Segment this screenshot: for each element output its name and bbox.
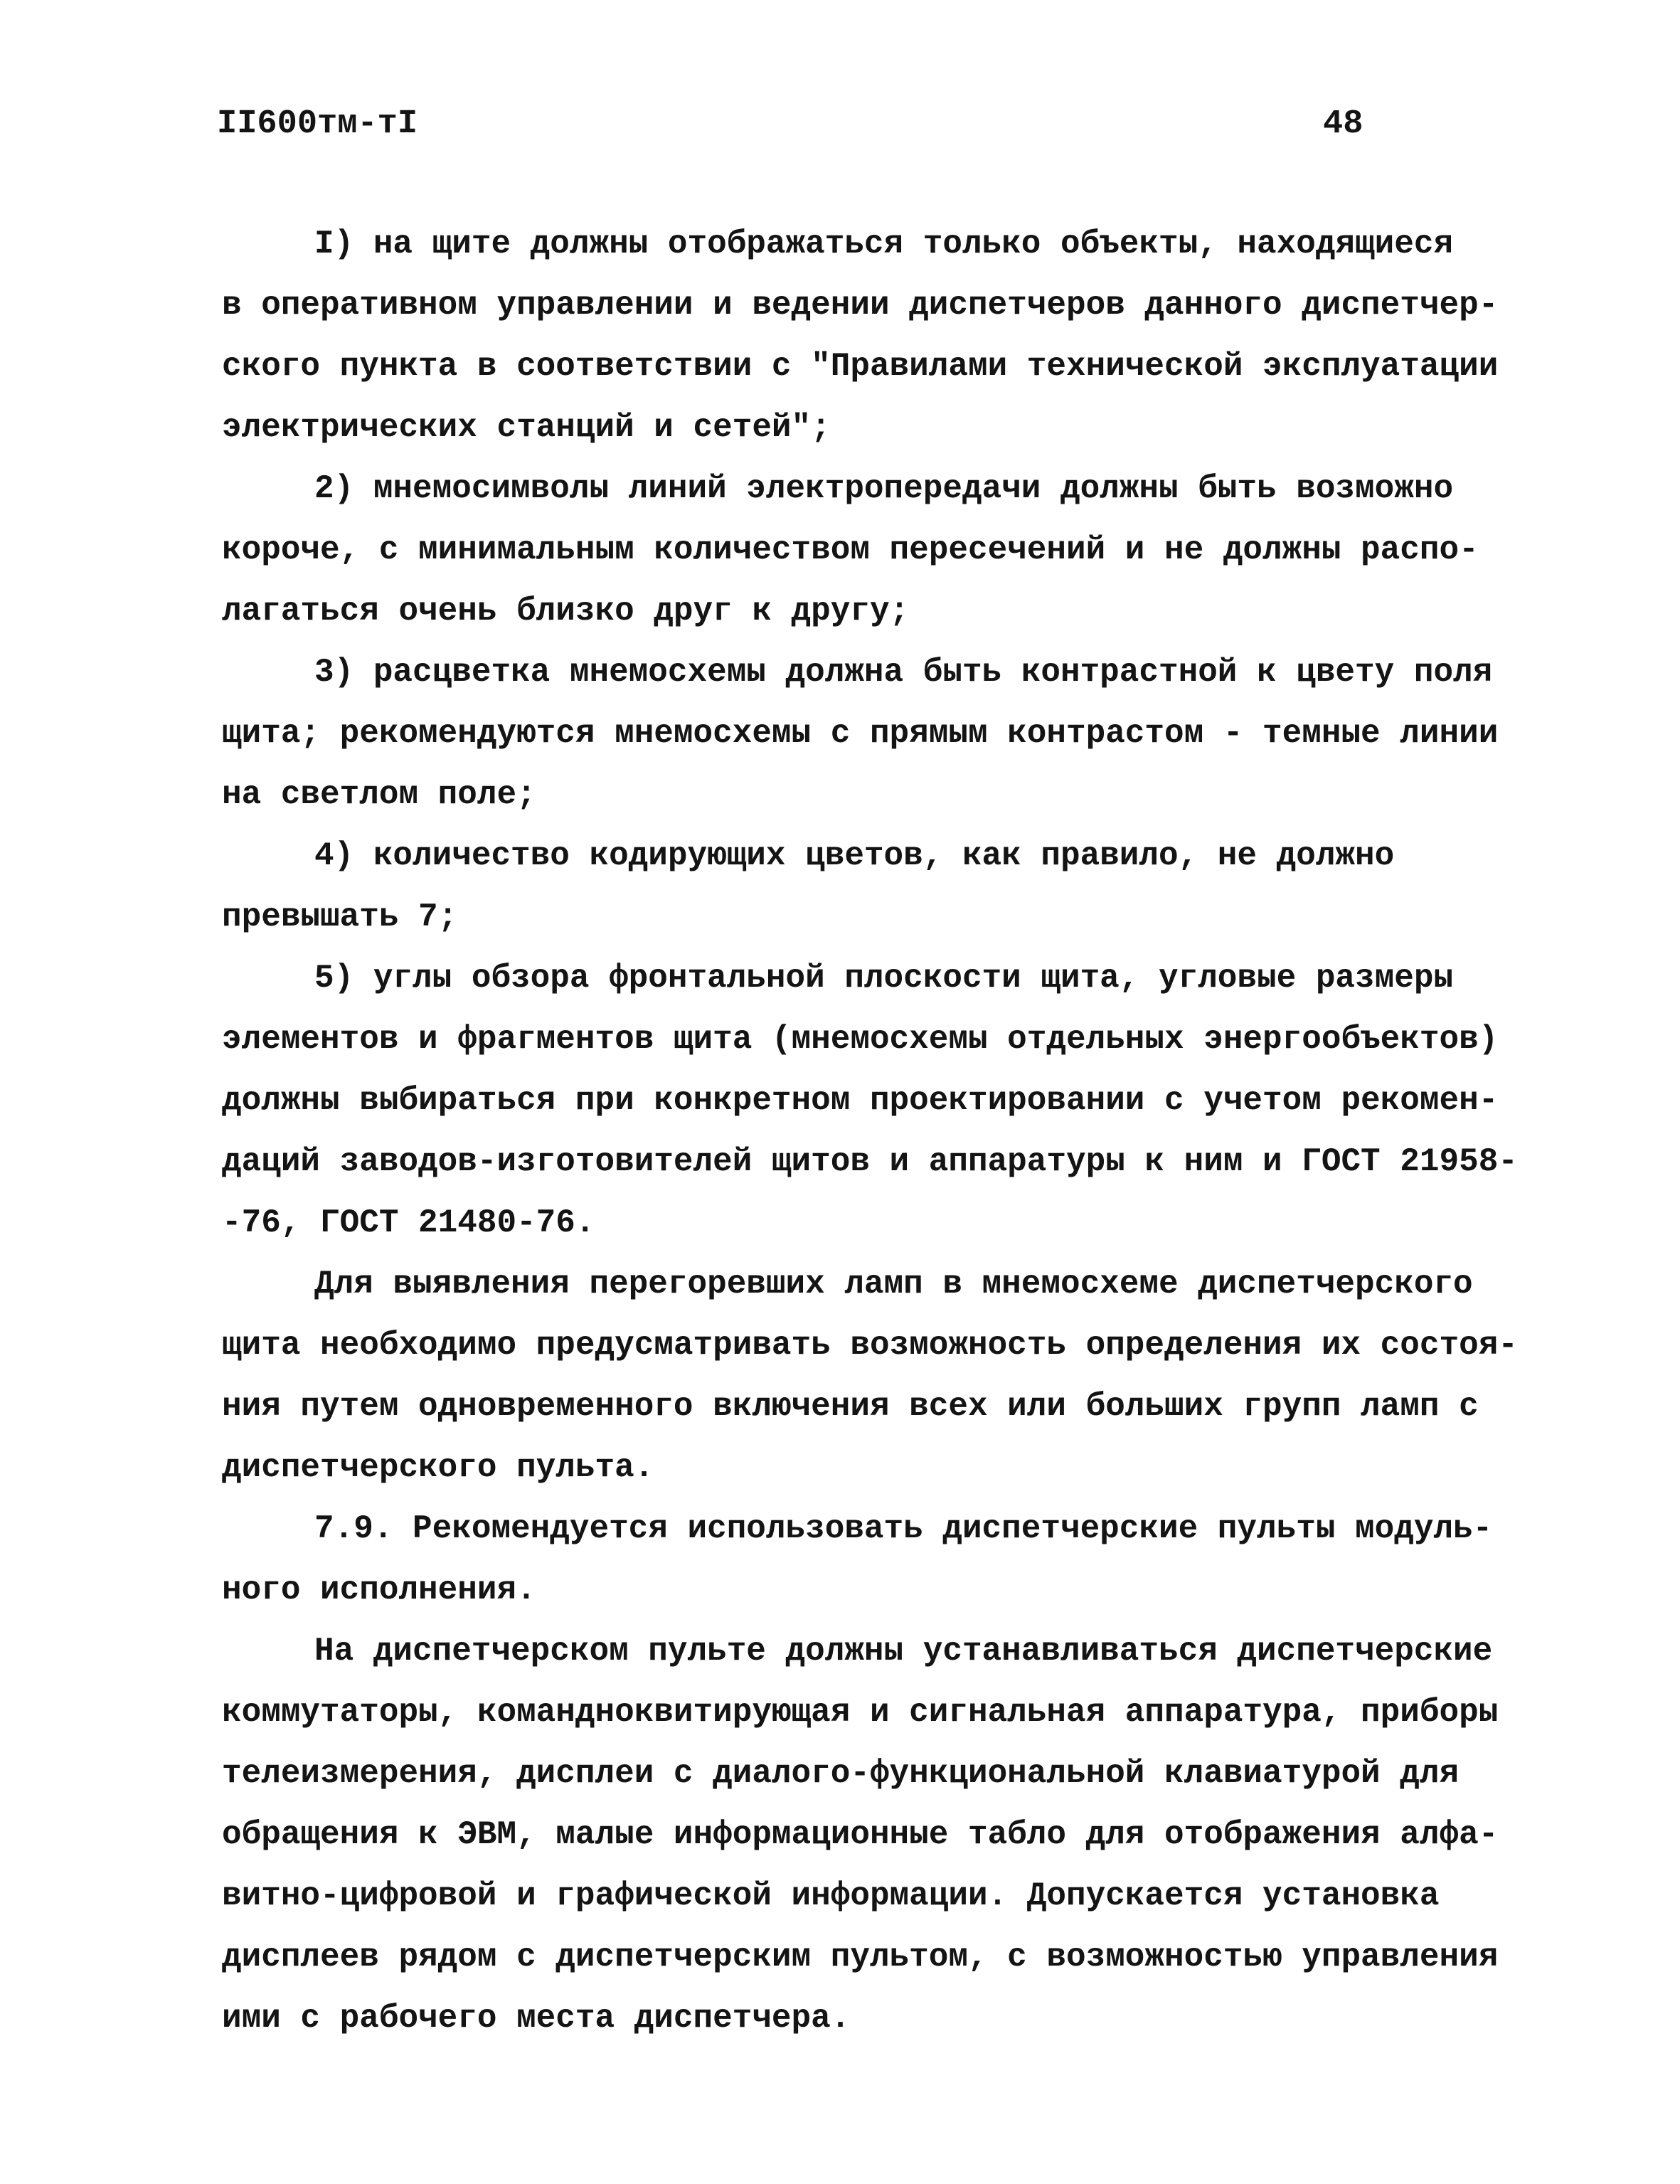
text-line: 2) мнемосимволы линий электропередачи должны быть возможно <box>314 470 1454 507</box>
text-line: витно-цифровой и графической информации. Допускается установка <box>222 1877 1440 1914</box>
text-line: диспетчерского пульта. <box>222 1449 654 1486</box>
text-line: телеизмерения, дисплеи с диалого-функциональной клавиатурой для <box>222 1755 1460 1792</box>
text-line: щита; рекомендуются мнемосхемы с прямым контрастом - темные линии <box>222 715 1499 752</box>
text-line: даций заводов-изготовителей щитов и аппаратуры к ним и ГОСТ 21958- <box>222 1143 1518 1180</box>
text-line: превышать 7; <box>222 898 458 935</box>
text-line: Для выявления перегоревших ламп в мнемосхеме диспетчерского <box>314 1266 1473 1303</box>
text-line: На диспетчерском пульте должны устанавливаться диспетчерские <box>314 1633 1493 1670</box>
text-line: в оперативном управлении и ведении диспетчеров данного диспетчер- <box>222 287 1499 324</box>
text-line: на светлом поле; <box>222 776 536 813</box>
document-code: II600тм-тI <box>217 105 418 143</box>
text-line: щита необходимо предусматривать возможность определения их состоя- <box>222 1327 1518 1364</box>
text-line: I) на щите должны отображаться только объекты, находящиеся <box>314 226 1454 263</box>
text-line: электрических станций и сетей"; <box>222 409 831 446</box>
text-line: коммутаторы, командноквитирующая и сигнальная аппаратура, приборы <box>222 1694 1499 1731</box>
text-line: дисплеев рядом с диспетчерским пультом, с возможностью управления <box>222 1939 1499 1976</box>
text-line: элементов и фрагментов щита (мнемосхемы отдельных энергообъектов) <box>222 1021 1499 1058</box>
text-line: ского пункта в соответствии с "Правилами технической эксплуатации <box>222 348 1499 385</box>
text-line: ими с рабочего места диспетчера. <box>222 2000 851 2037</box>
text-line: ного исполнения. <box>222 1571 536 1608</box>
body-text <box>222 213 1524 2049</box>
text-line: короче, с минимальным количеством пересечений и не должны распо- <box>222 531 1479 568</box>
text-line: лагаться очень близко друг к другу; <box>222 593 910 630</box>
text-line: обращения к ЭВМ, малые информационные табло для отображения алфа- <box>222 1816 1499 1853</box>
text-line: 4) количество кодирующих цветов, как правило, не должно <box>314 837 1395 874</box>
page-number: 48 <box>1323 105 1363 143</box>
text-line: 7.9. Рекомендуется использовать диспетчерские пульты модуль- <box>314 1510 1493 1547</box>
text-line: -76, ГОСТ 21480-76. <box>222 1204 595 1241</box>
text-line: 3) расцветка мнемосхемы должна быть контрастной к цвету поля <box>314 654 1493 691</box>
text-line: 5) углы обзора фронтальной плоскости щита, угловые размеры <box>314 960 1454 997</box>
text-line: ния путем одновременного включения всех или больших групп ламп с <box>222 1388 1479 1425</box>
text-line: должны выбираться при конкретном проектировании с учетом рекомен- <box>222 1082 1499 1119</box>
